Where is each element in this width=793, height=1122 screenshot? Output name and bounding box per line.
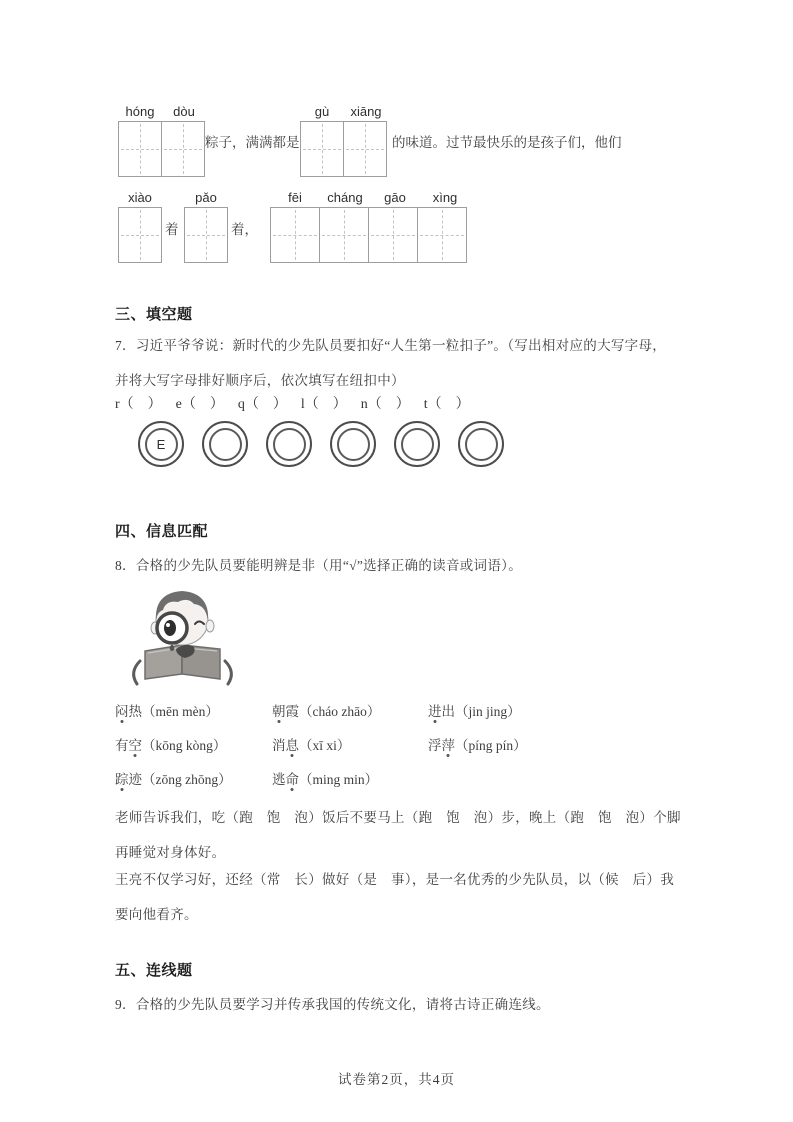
question-7-text-line1: 7．习近平爷爷说：新时代的少先队员要扣好“人生第一粒扣子”。（写出相对应的大写字母，	[115, 338, 667, 353]
button-circle	[394, 421, 440, 467]
word-choice	[428, 734, 527, 754]
word-choice	[428, 700, 521, 720]
writing-boxes	[300, 121, 388, 177]
button-circle	[266, 421, 312, 467]
lowercase-letters-row	[115, 393, 470, 413]
pinyin-options: （mēn mèn）	[142, 704, 219, 719]
letter-blank: r（ ）	[115, 397, 162, 412]
pinyin-labels	[118, 188, 162, 207]
pinyin-label: gù	[314, 104, 330, 119]
letter-blank: q（ ）	[237, 397, 287, 412]
pinyin-labels	[270, 188, 470, 207]
writing-boxes	[118, 121, 206, 177]
writing-boxes	[270, 207, 470, 263]
section-4-title: 四、信息匹配	[115, 524, 209, 540]
pinyin-label: hóng	[125, 104, 155, 119]
word-text: 浮	[428, 738, 442, 753]
sentence-fragment: 着，	[231, 222, 258, 237]
button-circle	[458, 421, 504, 467]
choice-paragraph-1: 老师告诉我们，吃（跑 饱 泡）饭后不要马上（跑 饱 泡）步，晚上（跑 饱 泡）个脚再睡觉对身体好。	[115, 810, 681, 860]
pinyin-labels	[300, 102, 388, 121]
word-choice	[115, 734, 272, 754]
writing-box	[161, 121, 205, 177]
sentence-fragment: 着	[165, 222, 179, 237]
pinyin-options: （píng pín）	[455, 738, 527, 753]
word-text: 迹	[128, 772, 142, 787]
word-emphasized-char: 踪	[115, 768, 129, 788]
word-choice	[272, 768, 428, 788]
pinyin-options: （xī xi）	[299, 738, 351, 753]
word-text: 热	[128, 704, 142, 719]
writing-box	[118, 121, 162, 177]
pinyin-writing-group-feichanggaoxing	[270, 188, 470, 263]
section-5-title: 五、连线题	[115, 963, 193, 979]
pinyin-writing-group-hongdou	[118, 102, 206, 177]
pinyin-options: （kōng kòng）	[142, 738, 227, 753]
writing-box	[368, 207, 418, 263]
word-emphasized-char: 闷	[115, 700, 129, 720]
word-emphasized-char: 息	[286, 734, 300, 754]
pinyin-labels	[184, 188, 228, 207]
writing-box	[118, 207, 162, 263]
question-9-text: 9．合格的少先队员要学习并传承我国的传统文化，请将古诗正确连线。	[115, 997, 550, 1012]
letter-blank: t（ ）	[423, 397, 470, 412]
letter-blank: l（ ）	[300, 397, 347, 412]
word-choice	[272, 700, 428, 720]
writing-box	[270, 207, 320, 263]
pinyin-options: （cháo zhāo）	[299, 704, 381, 719]
word-text: 逃	[272, 772, 286, 787]
writing-boxes	[118, 207, 162, 263]
pinyin-label: gāo	[384, 190, 406, 205]
pinyin-label: xiào	[128, 190, 152, 205]
pinyin-label: xìng	[432, 190, 458, 205]
word-emphasized-char: 命	[286, 768, 300, 788]
sentence-fragment: 粽子，满满都是	[205, 135, 300, 150]
button-circle	[330, 421, 376, 467]
pronunciation-row-3	[115, 768, 428, 788]
pinyin-label: pǎo	[195, 190, 217, 205]
word-text: 出	[441, 704, 455, 719]
pinyin-options: （zōng zhōng）	[142, 772, 232, 787]
button-circles-row	[138, 421, 504, 467]
pinyin-writing-group-xiao	[118, 188, 162, 263]
pinyin-options: （jin jing）	[455, 704, 521, 719]
pinyin-label: cháng	[327, 190, 363, 205]
word-emphasized-char: 进	[428, 700, 442, 720]
pinyin-writing-group-pao	[184, 188, 228, 263]
pinyin-label: xiāng	[350, 104, 382, 119]
question-7-text-line2: 并将大写字母排好顺序后，依次填写在纽扣中）	[115, 373, 405, 388]
word-choice	[272, 734, 428, 754]
pinyin-writing-group-guxiang	[300, 102, 388, 177]
pinyin-options: （ming min）	[299, 772, 379, 787]
page-footer: 试卷第2页，共4页	[338, 1072, 455, 1087]
writing-boxes	[184, 207, 228, 263]
word-emphasized-char: 朝	[272, 700, 286, 720]
word-choice	[115, 700, 272, 720]
writing-box	[319, 207, 369, 263]
pinyin-label: dòu	[173, 104, 195, 119]
writing-box	[417, 207, 467, 263]
word-text: 有	[115, 738, 129, 753]
writing-box	[184, 207, 228, 263]
pronunciation-row-2	[115, 734, 527, 754]
writing-box	[343, 121, 387, 177]
button-circle	[138, 421, 184, 467]
word-emphasized-char: 空	[129, 734, 143, 754]
pinyin-label: fēi	[288, 190, 302, 205]
question-8-text: 8．合格的少先队员要能明辨是非（用“√”选择正确的读音或词语）。	[115, 558, 522, 573]
letter-blank: n（ ）	[360, 397, 410, 412]
button-circle	[202, 421, 248, 467]
boy-reading-magnifier-illustration	[115, 583, 250, 688]
writing-box	[300, 121, 344, 177]
letter-blank: e（ ）	[175, 397, 224, 412]
word-text: 消	[272, 738, 286, 753]
choice-paragraph-2: 王亮不仅学习好，还经（常 长）做好（是 事），是一名优秀的少先队员，以（候 后）我要向他看齐。	[115, 872, 675, 922]
pronunciation-row-1	[115, 700, 521, 720]
word-choice	[115, 768, 272, 788]
sentence-fragment: 的味道。过节最快乐的是孩子们，他们	[392, 135, 622, 150]
button-letter: E	[156, 436, 166, 452]
word-emphasized-char: 萍	[442, 734, 456, 754]
pinyin-labels	[118, 102, 206, 121]
word-text: 霞	[285, 704, 299, 719]
section-3-title: 三、填空题	[115, 307, 193, 323]
